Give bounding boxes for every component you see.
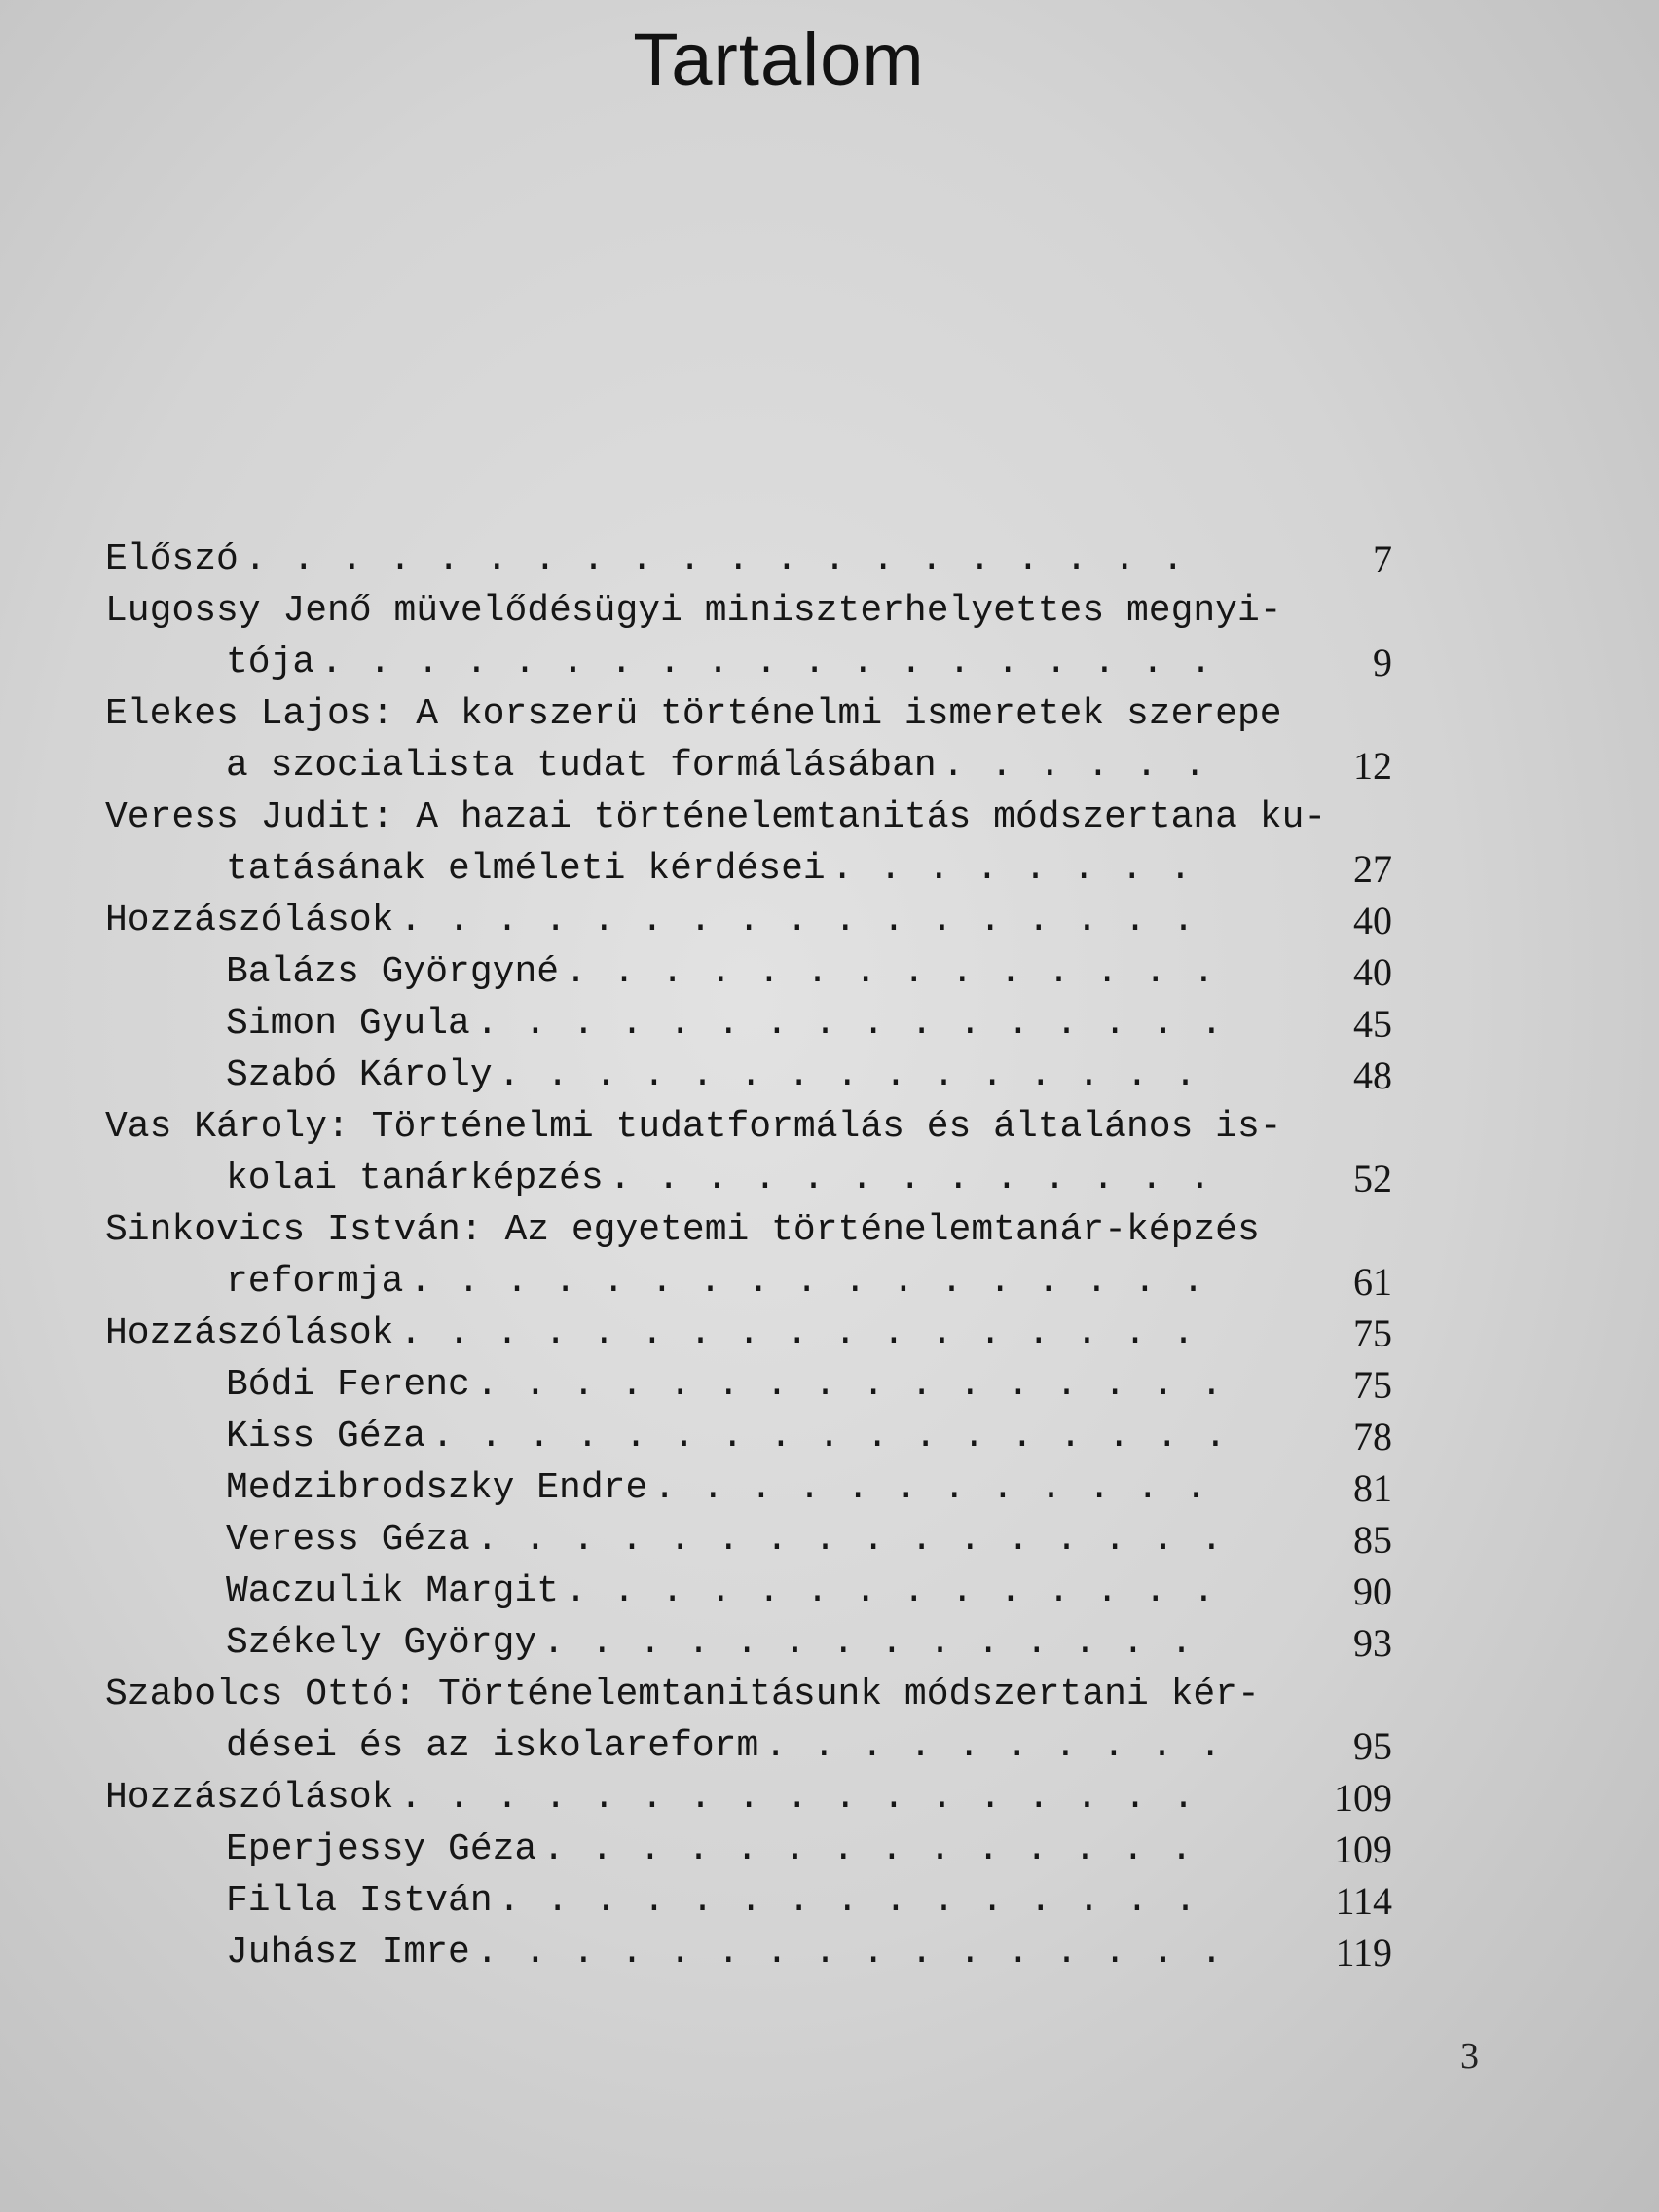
toc-entry <box>105 1617 1410 1669</box>
toc-page-number: 75 <box>1353 1311 1392 1355</box>
toc-entry <box>105 740 1410 792</box>
toc-entry-title: Veress Judit: A hazai történelemtanitás módszertana ku- <box>105 796 1327 838</box>
toc-entry <box>105 1875 1410 1927</box>
dot-leader: . . . . . . . . . . . . . . . <box>498 1880 1198 1922</box>
toc-page-number: 40 <box>1353 899 1392 942</box>
toc-entry <box>105 1514 1410 1566</box>
dot-leader: . . . . . . . . . . . . . . . . <box>475 1364 1225 1406</box>
toc-entry <box>105 1050 1410 1101</box>
toc-entry-title: Hozzászólások <box>105 1312 394 1354</box>
toc-page-number: 81 <box>1353 1466 1392 1510</box>
toc-entry-title: Előszó <box>105 538 239 580</box>
toc-entry <box>105 1153 1410 1204</box>
toc-entry-title: Filla István <box>226 1880 493 1922</box>
toc-entry <box>105 1720 1410 1772</box>
dot-leader: . . . . . . . . . . . . . . . . <box>475 1003 1225 1045</box>
dot-leader: . . . . . . . . . . <box>764 1725 1224 1767</box>
toc-entry <box>105 1308 1410 1359</box>
toc-entry-title: Balázs Györgyné <box>226 951 560 993</box>
toc-entry-title: Hozzászólások <box>105 900 394 941</box>
toc-page-number: 119 <box>1335 1931 1392 1974</box>
toc-page-number: 90 <box>1353 1569 1392 1613</box>
toc-entry-title: Szabolcs Ottó: Történelemtanitásunk módszertani kér- <box>105 1674 1260 1715</box>
toc-entry <box>105 946 1410 998</box>
toc-page-number: 93 <box>1353 1621 1392 1665</box>
toc-page-number: 109 <box>1334 1776 1392 1820</box>
page-title: Tartalom <box>633 18 925 101</box>
toc-page-number: 48 <box>1353 1053 1392 1097</box>
toc-entry-title: Lugossy Jenő müvelődésügyi miniszterhelyettes megnyi- <box>105 590 1282 632</box>
toc-entry <box>105 1256 1410 1308</box>
toc-page-number: 114 <box>1335 1879 1392 1923</box>
dot-leader: . . . . . . <box>941 745 1208 787</box>
toc-entry <box>105 1927 1410 1978</box>
toc-entry-title: Szabó Károly <box>226 1054 493 1096</box>
toc-page-number: 52 <box>1353 1157 1392 1200</box>
toc-entry <box>105 1411 1410 1462</box>
toc-entry-title: dései és az iskolareform <box>226 1725 759 1767</box>
dot-leader: . . . . . . . . . . . . . . . . <box>475 1519 1225 1561</box>
toc-page-number: 85 <box>1353 1518 1392 1562</box>
toc-entry-line <box>105 792 1410 843</box>
toc-entry-line <box>105 585 1410 637</box>
toc-entry <box>105 534 1410 585</box>
toc-entry <box>105 1824 1410 1875</box>
toc-entry <box>105 1462 1410 1514</box>
toc-page-number: 75 <box>1353 1363 1392 1407</box>
dot-leader: . . . . . . . . . . . . . . . . . <box>399 1777 1197 1819</box>
dot-leader: . . . . . . . . . . . . . . . . . <box>399 900 1197 941</box>
toc-page-number: 9 <box>1373 641 1392 684</box>
toc-entry-title: Kiss Géza <box>226 1416 426 1457</box>
toc-entry-title: Simon Gyula <box>226 1003 470 1045</box>
dot-leader: . . . . . . . . . . . . . . . . . . . . <box>243 538 1187 580</box>
toc-entry-title: a szocialista tudat formálásában <box>226 745 937 787</box>
toc-entry-title: Vas Károly: Történelmi tudatformálás és általános is- <box>105 1106 1282 1148</box>
toc-entry <box>105 843 1410 895</box>
toc-entry <box>105 895 1410 946</box>
dot-leader: . . . . . . . . . . . . . . . . . . . <box>320 642 1214 683</box>
page-number: 3 <box>1460 2036 1479 2077</box>
toc-entry-title: reformja <box>226 1261 404 1303</box>
toc-entry-title: Eperjessy Géza <box>226 1828 537 1870</box>
dot-leader: . . . . . . . . . . . . . <box>608 1158 1213 1199</box>
toc-entry <box>105 998 1410 1050</box>
toc-entry-title: Sinkovics István: Az egyetemi történelemtanár-képzés <box>105 1209 1260 1251</box>
dot-leader: . . . . . . . . . . . . . . . . . <box>409 1261 1206 1303</box>
toc-entry-title: Waczulik Margit <box>226 1570 560 1612</box>
toc-page-number: 45 <box>1353 1002 1392 1046</box>
toc-page-number: 61 <box>1353 1260 1392 1304</box>
table-of-contents <box>105 534 1410 1978</box>
toc-entry-title: kolai tanárképzés <box>226 1158 604 1199</box>
toc-entry <box>105 1359 1410 1411</box>
toc-entry-title: tatásának elméleti kérdései <box>226 848 826 890</box>
toc-page-number: 12 <box>1353 744 1392 788</box>
toc-entry <box>105 1566 1410 1617</box>
toc-entry-title: Medzibrodszky Endre <box>226 1467 648 1509</box>
toc-entry-line <box>105 1669 1410 1720</box>
toc-entry <box>105 1772 1410 1824</box>
toc-entry-title: tója <box>226 642 315 683</box>
toc-page-number: 40 <box>1353 950 1392 994</box>
dot-leader: . . . . . . . . . . . . . . <box>542 1622 1195 1664</box>
toc-entry-line <box>105 1204 1410 1256</box>
toc-entry <box>105 637 1410 688</box>
dot-leader: . . . . . . . . . . . . . . <box>542 1828 1195 1870</box>
toc-page-number: 78 <box>1353 1415 1392 1458</box>
toc-page-number: 95 <box>1353 1724 1392 1768</box>
dot-leader: . . . . . . . . . . . . . . . . . <box>399 1312 1197 1354</box>
toc-entry-title: Székely György <box>226 1622 537 1664</box>
toc-entry-title: Elekes Lajos: A korszerü történelmi ismeretek szerepe <box>105 693 1282 735</box>
toc-entry-title: Veress Géza <box>226 1519 470 1561</box>
dot-leader: . . . . . . . . . . . . . . <box>565 1570 1217 1612</box>
toc-entry-line <box>105 1101 1410 1153</box>
dot-leader: . . . . . . . . . . . . . . . . <box>475 1932 1225 1973</box>
toc-entry-title: Juhász Imre <box>226 1932 470 1973</box>
dot-leader: . . . . . . . . . . . . <box>653 1467 1209 1509</box>
dot-leader: . . . . . . . . <box>830 848 1194 890</box>
dot-leader: . . . . . . . . . . . . . . . . . <box>431 1416 1229 1457</box>
toc-page-number: 109 <box>1334 1827 1392 1871</box>
toc-entry-title: Hozzászólások <box>105 1777 394 1819</box>
toc-page-number: 27 <box>1353 847 1392 891</box>
toc-page-number: 7 <box>1373 537 1392 581</box>
toc-entry-title: Bódi Ferenc <box>226 1364 470 1406</box>
dot-leader: . . . . . . . . . . . . . . <box>565 951 1217 993</box>
dot-leader: . . . . . . . . . . . . . . . <box>498 1054 1198 1096</box>
toc-entry-line <box>105 688 1410 740</box>
